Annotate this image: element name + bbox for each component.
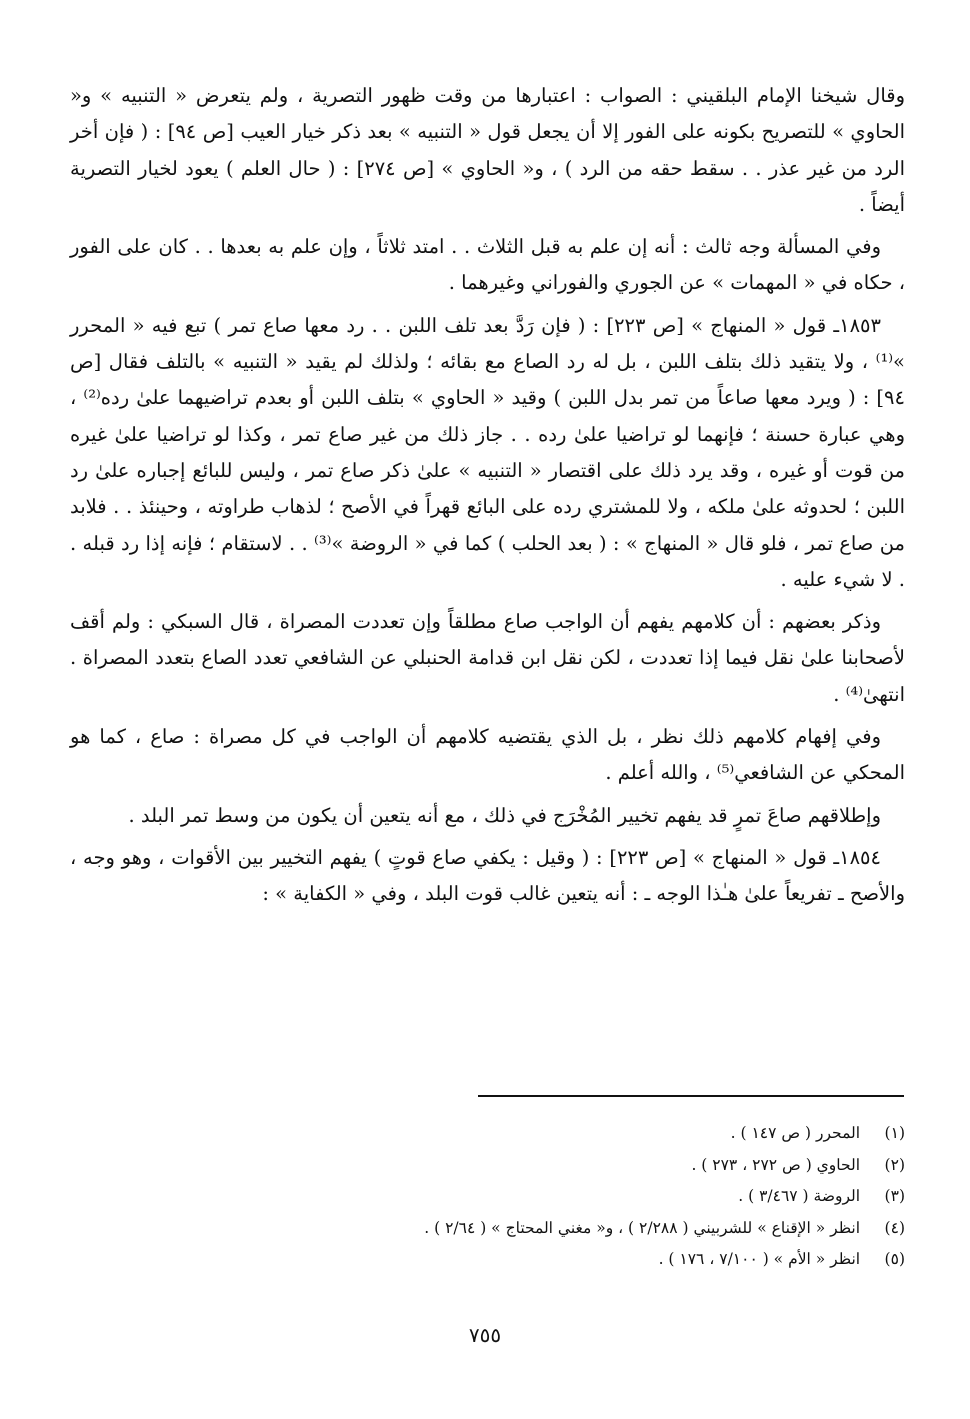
footnote-number: (١) [884, 1124, 905, 1142]
footnotes [70, 1118, 905, 1276]
footnote-number: (٥) [884, 1250, 905, 1268]
footnote-text: المحرر ( ص ١٤٧ ) . [730, 1124, 861, 1142]
footnote-separator [478, 1095, 904, 1097]
footnote-text: انظر « الأم » ( ٧/١٠٠ ، ١٧٦ ) . [658, 1250, 861, 1268]
footnote-2 [70, 1150, 905, 1182]
footnote-number: (٣) [884, 1187, 905, 1205]
footnote-text: الحاوي ( ص ٢٧٢ ، ٢٧٣ ) . [691, 1155, 861, 1174]
paragraph-1854: ١٨٥٤ـ قول « المنهاج » [ص ٢٢٣] : ( وقيل : يكفي صاع قوتٍ ) يفهم التخيير بين الأقوات ، وهو وجه ، والأصح ـ تفريعاً علىٰ هـٰذا الوجه ـ : أنه يتعين غالب قوت البلد ، وفي « الكفاية » : [70, 845, 905, 906]
paragraph-1: وقال شيخنا الإمام البلقيني : الصواب : اعتبارها من وقت ظهور التصرية ، ولم يتعرض « التنبيه » و« الحاوي » للتصريح بكونه على الفور إلا أن يجعل قول « التنبيه » بعد ذكر خيار العيب [ص ٩٤] : ( فإن أخر الرد من غير عذر . . سقط حقه من الرد ) ، و« الحاوي » [ص ٢٧٤] : ( حال العلم ) يعود لخيار التصرية أيضاً . [70, 84, 905, 216]
footnote-text: الروضة ( ٣/٤٦٧ ) . [738, 1187, 861, 1205]
paragraph-2: وفي المسألة وجه ثالث : أنه إن علم به قبل الثلاث . . امتد ثلاثاً ، وإن علم به بعدها . . كان على الفور ، حكاه في « المهمات » عن الجوري والفوراني وغيرهما . [70, 235, 905, 295]
footnote-text: انظر « الإقناع » للشربيني ( ٢/٢٨٨ ) ، و« مغني المحتاج » ( ٢/٦٤ ) . [424, 1218, 861, 1237]
paragraph-5: وفي إفهام كلامهم ذلك نظر ، بل الذي يقتضيه كلامهم أن الواجب في كل مصراة : صاع ، كما هو المحكي عن الشافعي⁽⁵⁾ ، والله أعلم . [70, 725, 905, 785]
footnote-number: (٤) [884, 1218, 905, 1237]
paragraph-6: وإطلاقهم صاعَ تمرٍ قد يفهم تخيير المُخْرَج في ذلك ، مع أنه يتعين أن يكون من وسط تمر البلد . [128, 803, 881, 827]
footnote-number: (٢) [884, 1155, 905, 1174]
main-text [70, 78, 905, 919]
paragraph-1853: ١٨٥٣ـ قول « المنهاج » [ص ٢٢٣] : ( فإن رَدَّ بعد تلف اللبن . . رد معها صاع تمر ) تبع فيه « المحرر »⁽¹⁾ ، ولا يتقيد ذلك بتلف اللبن ، بل له رد الصاع مع بقائه ؛ ولذلك لم يقيد « التنبيه » بالتلف فقال [ص ٩٤] : ( ويرد معها صاعاً من تمر بدل اللبن ) وقيد « الحاوي » بتلف اللبن أو بعدم تراضيهما علىٰ رده⁽²⁾ ، وهي عبارة حسنة ؛ فإنهما لو تراضيا علىٰ رده . . جاز ذلك من غير صاع تمر ، وكذا لو تراضيا علىٰ غيره من قوت أو غيره ، وقد يرد ذلك على اقتصار « التنبيه » علىٰ ذكر صاع تمر ، وليس للبائع إجباره علىٰ رد اللبن ؛ لحدوثه علىٰ ملكه ، ولا للمشتري رده على البائع قهراً في الأصح ؛ لذهاب طراوته ، وحينئذ . . فلابد من صاع تمر ، فلو قال « المنهاج » : ( بعد الحلب ) كما في « الروضة »⁽³⁾ . . لاستقام ؛ فإنه إذا رد قبله . . لا شيء عليه . [70, 313, 905, 591]
footnote-1 [70, 1118, 905, 1150]
page-number: ٧٥٥ [468, 1323, 502, 1347]
footnote-4 [70, 1213, 905, 1245]
paragraph-4: وذكر بعضهم : أن كلامهم يفهم أن الواجب صاع مطلقاً وإن تعددت المصراة ، قال السبكي : ولم أقف لأصحابنا علىٰ نقل فيما إذا تعددت ، لكن نقل ابن قدامة الحنبلي عن الشافعي تعدد الصاع بتعدد المصراة . انتهىٰ⁽⁴⁾ . [70, 610, 905, 706]
footnote-3 [70, 1181, 905, 1213]
footnote-5 [70, 1244, 905, 1276]
